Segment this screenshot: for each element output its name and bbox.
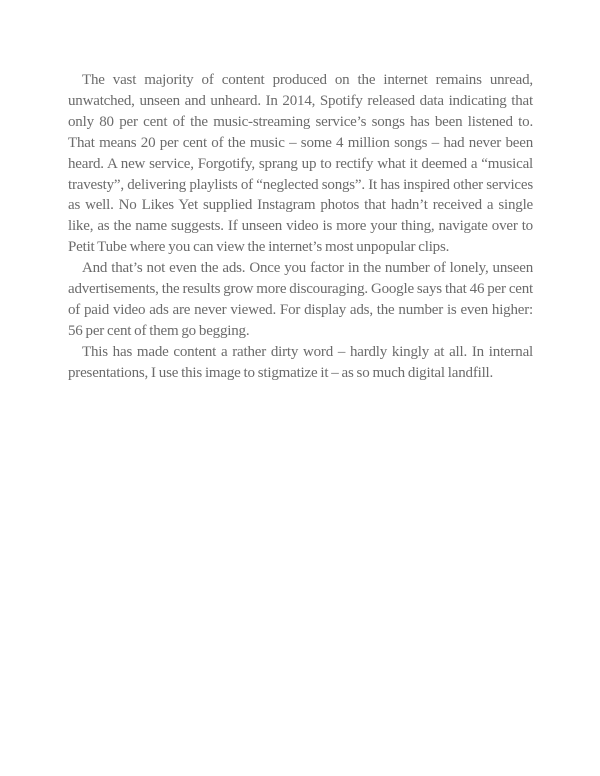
paragraph-unseen-ads: And that’s not even the ads. Once you factor in the number of lonely, unseen advertisements, the results grow more discouraging. Google says that 46 per cent of paid video ads are never viewed. For display ads, the number is even higher: 56 per cent of them go begging. — [68, 260, 533, 339]
paragraph-dirty-word: This has made content a rather dirty word – hardly kingly at all. In internal presentations, I use this image to stigmatize it – as so much digital landfill. — [68, 343, 533, 381]
paragraph-unread-content: The vast majority of content produced on the internet remains unread, unwatched, unseen and unheard. In 2014, Spotify released data indicating that only 80 per cent of the music-streaming service’s songs has been listened to. That means 20 per cent of the music – some 4 million songs – had never been heard. A new service, Forgotify, sprang up to rectify what it deemed a “musical travesty”, delivering playlists of “neglected songs”. It has inspired other services as well. No Likes Yet supplied Instagram photos that hadn’t received a single like, as the name suggests. If unseen video is more your thing, navigate over to Petit Tube where you can view the internet’s most unpopular clips. — [68, 72, 533, 256]
text-block — [68, 70, 533, 384]
